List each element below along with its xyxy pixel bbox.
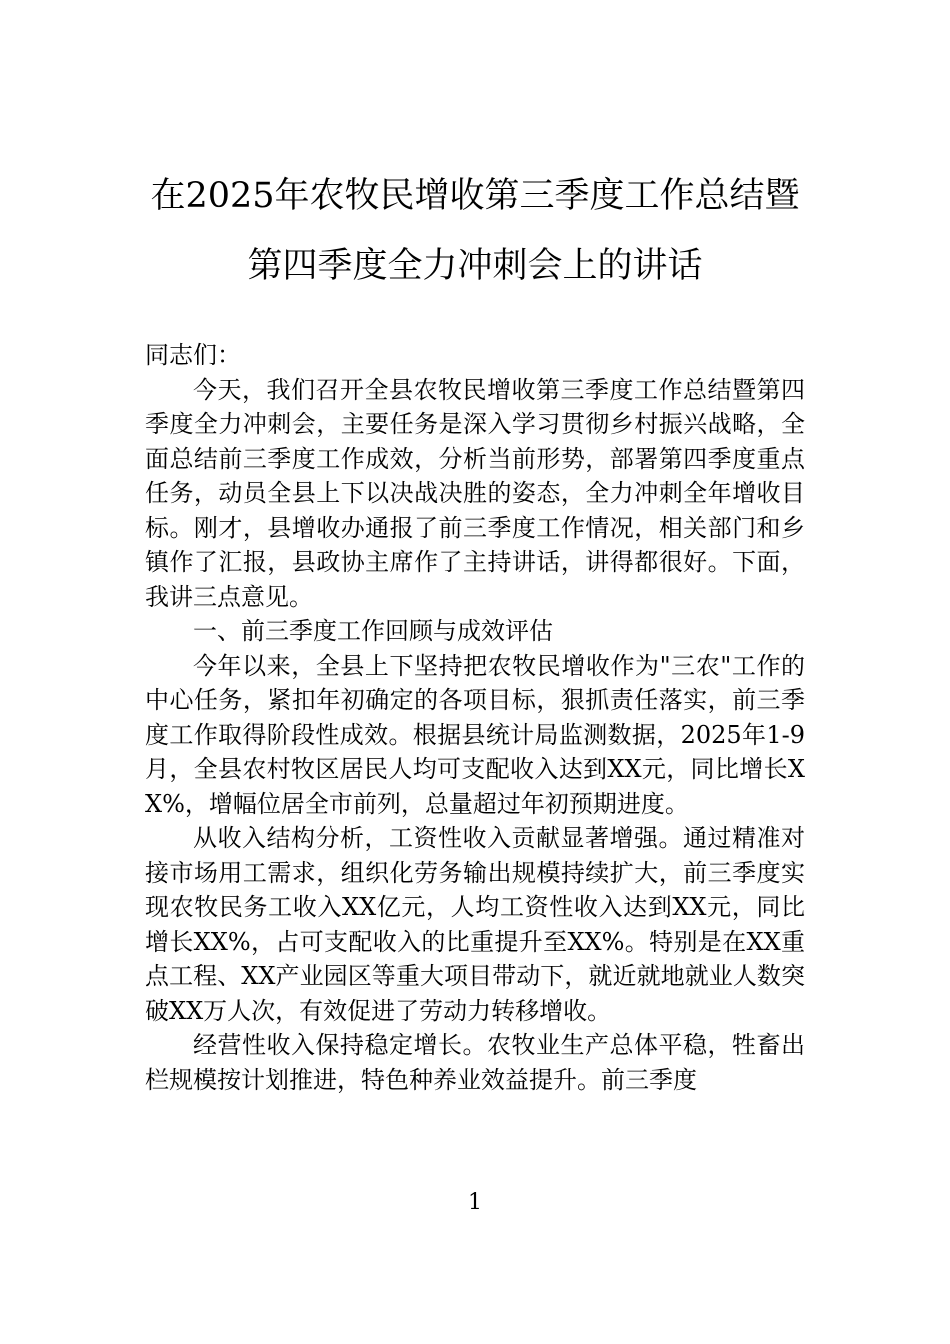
paragraph-business-income: 经营性收入保持稳定增长。农牧业生产总体平稳，牲畜出栏规模按计划推进，特色种养业效益提升。前三季度 [145,1031,805,1094]
page-number: 1 [468,1190,482,1215]
paragraph-review: 今年以来，全县上下坚持把农牧民增收作为"三农"工作的中心任务，紧扣年初确定的各项目标，狠抓责任落实，前三季度工作取得阶段性成效。根据县统计局监测数据，2025年1-9月，全县农村牧区居民人均可支配收入达到XX元，同比增长XX%，增幅位居全市前列，总量超过年初预期进度。 [145,651,805,818]
paragraph-wage-income: 从收入结构分析，工资性收入贡献显著增强。通过精准对接市场用工需求，组织化劳务输出规模持续扩大，前三季度实现农牧民务工收入XX亿元，人均工资性收入达到XX元，同比增长XX%，占可支配收入的比重提升至XX%。特别是在XX重点工程、XX产业园区等重大项目带动下，就近就地就业人数突破XX万人次，有效促进了劳动力转移增收。 [145,824,805,1025]
document-title-line-1: 在2025年农牧民增收第三季度工作总结暨 [150,176,800,216]
salutation: 同志们： [145,341,241,369]
document-title-line-2: 第四季度全力冲刺会上的讲话 [247,246,703,286]
document-body [145,338,805,1097]
paragraph-intro: 今天，我们召开全县农牧民增收第三季度工作总结暨第四季度全力冲刺会，主要任务是深入学习贯彻乡村振兴战略，全面总结前三季度工作成效，分析当前形势，部署第四季度重点任务，动员全县上下以决战决胜的姿态，全力冲刺全年增收目标。刚才，县增收办通报了前三季度工作情况，相关部门和乡镇作了汇报，县政协主席作了主持讲话，讲得都很好。下面，我讲三点意见。 [145,375,805,611]
section-heading-1: 一、前三季度工作回顾与成效评估 [193,617,553,645]
